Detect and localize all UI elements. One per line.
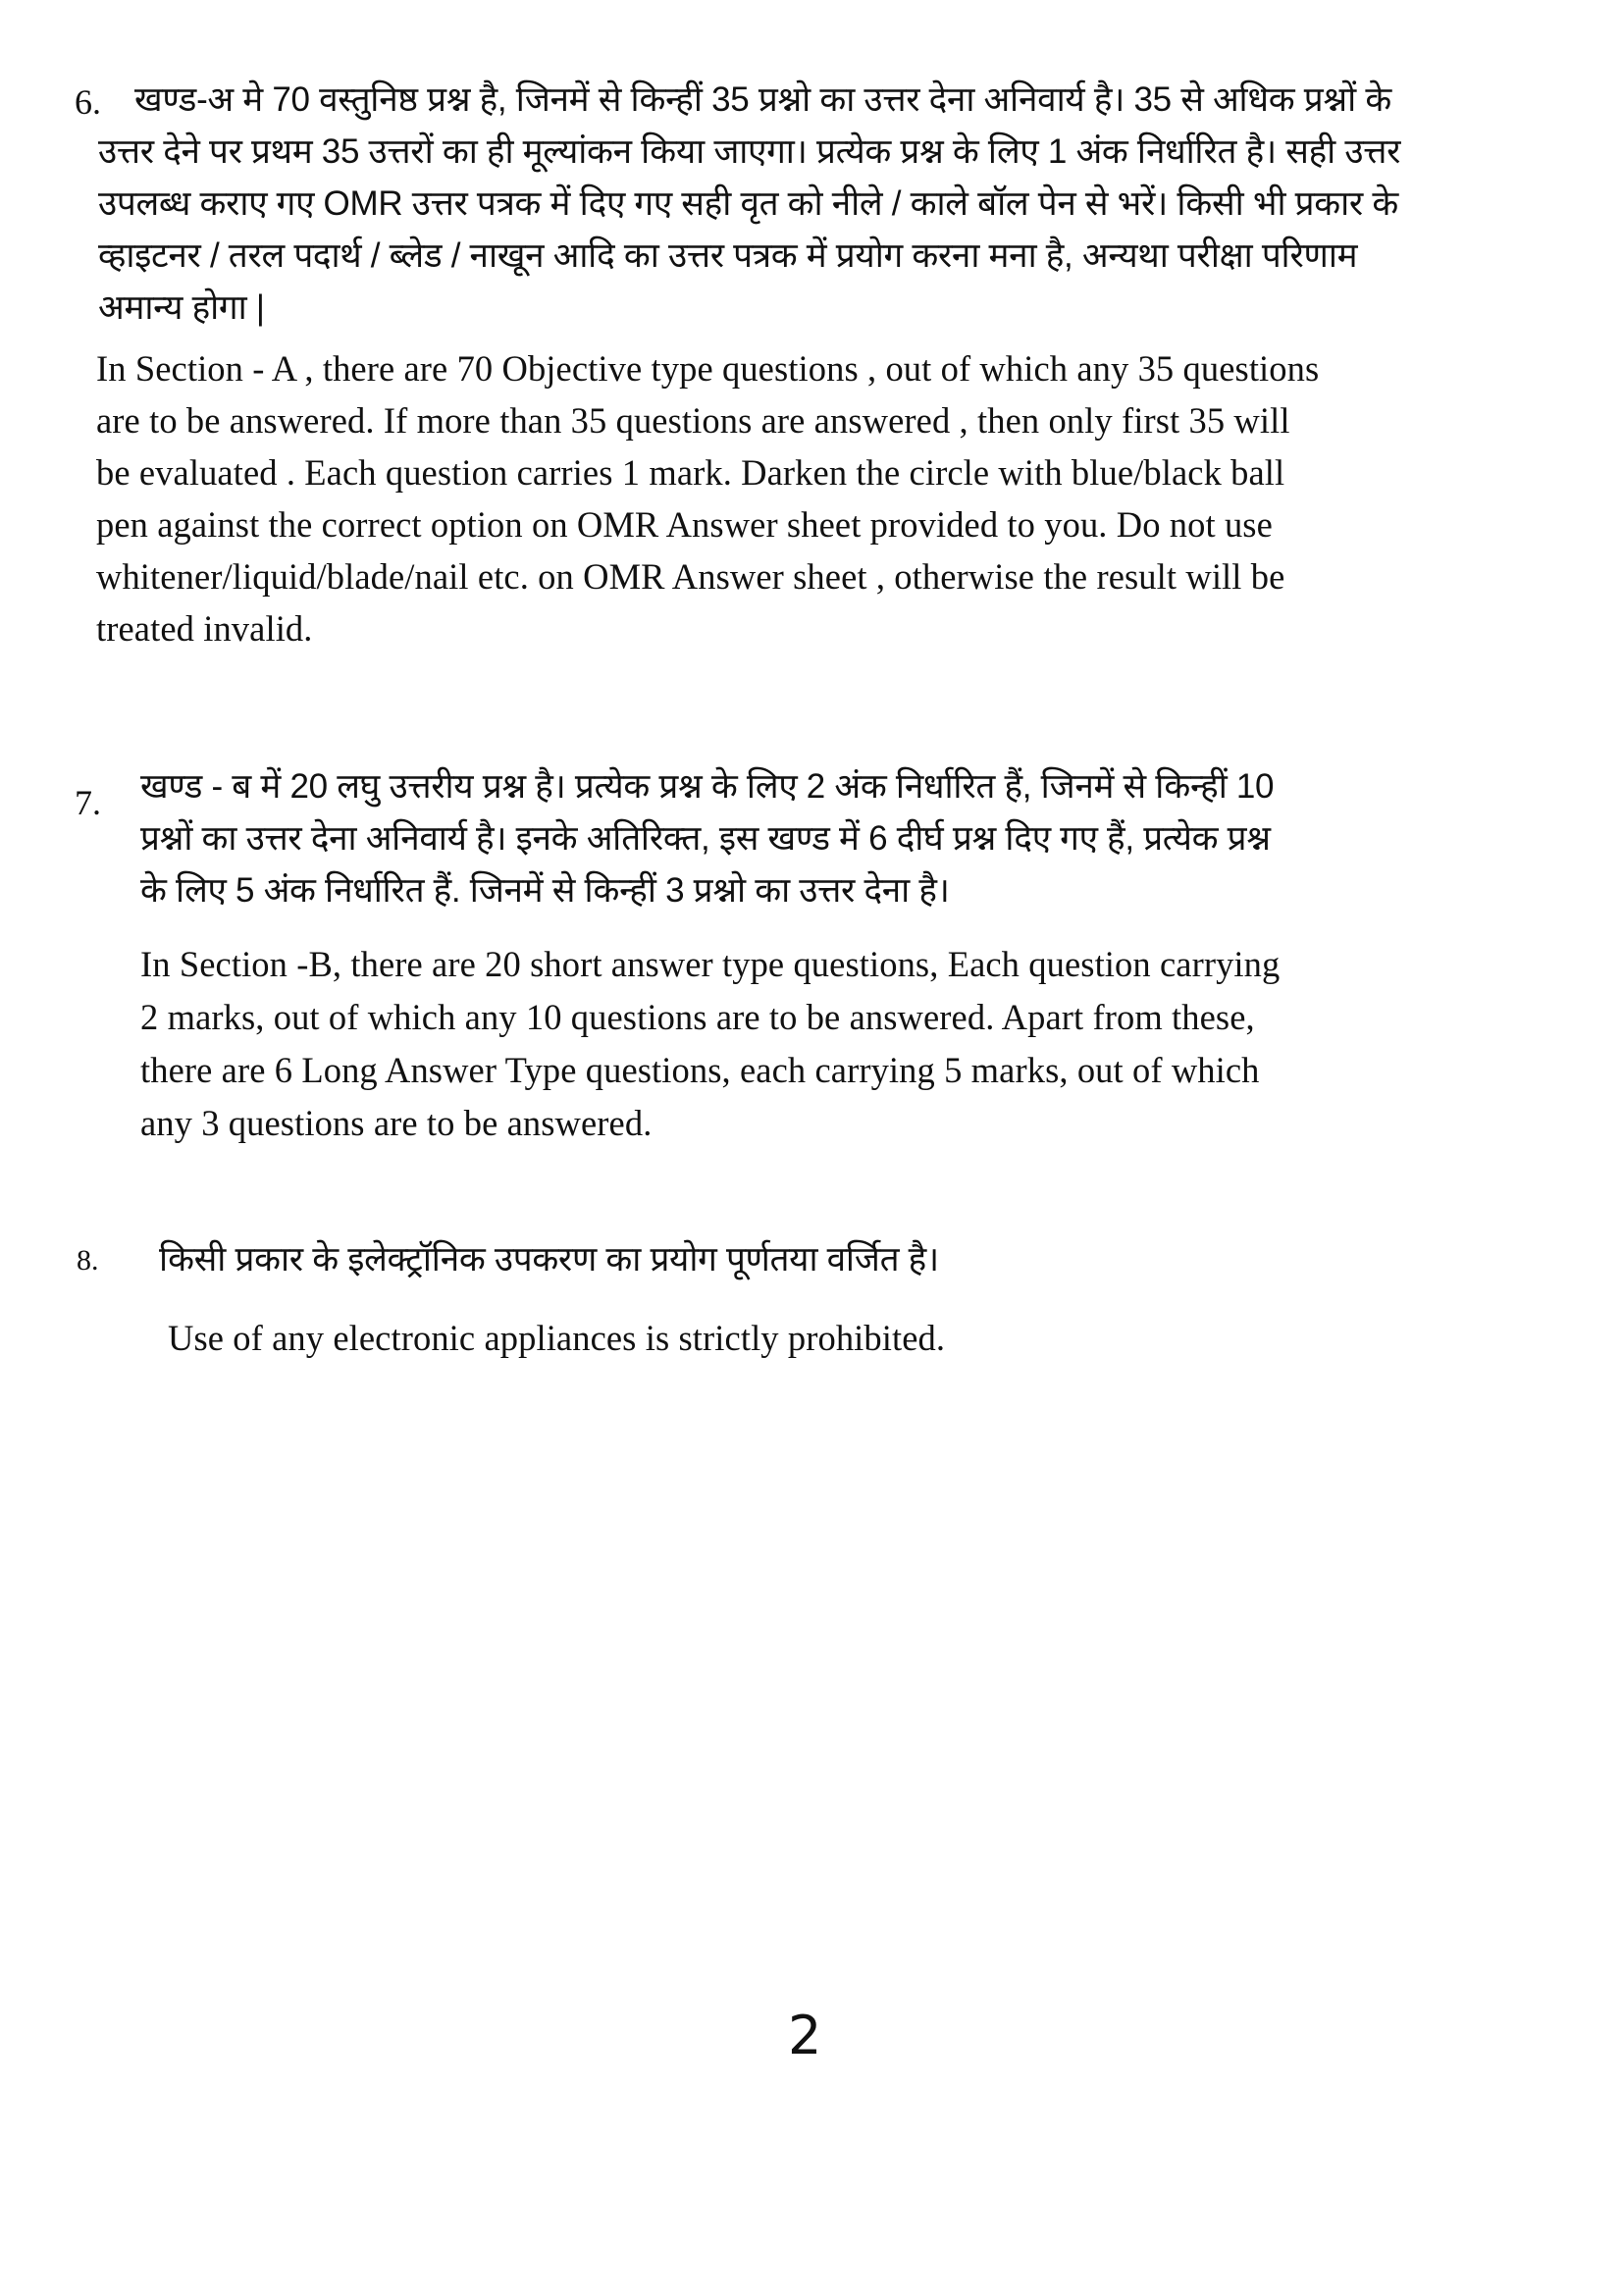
hindi-text-line: खण्ड-अ मे 70 वस्तुनिष्ठ प्रश्न है, जिनमें से किन्हीं 35 प्रश्नो का उत्तर देना अनिवार्य है। 35 से अधिक प्रश्नों के [134,80,1391,119]
hindi-text-line: अमान्य होगा | [98,288,265,327]
page-number: 2 [788,2005,822,2066]
english-text-line: there are 6 Long Answer Type questions, each carrying 5 marks, out of which [140,1050,1260,1090]
english-text-line: 2 marks, out of which any 10 questions are to be answered. Apart from these, [140,997,1255,1037]
hindi-text-line: व्हाइटनर / तरल पदार्थ / ब्लेड / नाखून आदि का उत्तर पत्रक में प्रयोग करना मना है, अन्यथा परीक्षा परिणाम [98,236,1358,275]
english-text-line: treated invalid. [96,608,313,649]
hindi-text-line: उत्तर देने पर प्रथम 35 उत्तरों का ही मूल्यांकन किया जाएगा। प्रत्येक प्रश्न के लिए 1 अंक निर्धारित है। सही उत्तर [98,132,1401,171]
hindi-text-line: उपलब्ध कराए गए OMR उत्तर पत्रक में दिए गए सही वृत को नीले / काले बॉल पेन से भरें। किसी भी प्रकार के [98,184,1398,223]
english-text-line: any 3 questions are to be answered. [140,1103,653,1143]
hindi-text-line: प्रश्नों का उत्तर देना अनिवार्य है। इनके अतिरिक्त, इस खण्ड में 6 दीर्घ प्रश्न दिए गए हैं, प्रत्येक प्रश्न [140,819,1271,858]
english-text-line: are to be answered. If more than 35 questions are answered , then only first 35 will [96,400,1290,441]
english-text-line: In Section -B, there are 20 short answer type questions, Each question carrying [140,944,1281,984]
item-number: 8. [77,1244,99,1277]
hindi-text-line: खण्ड - ब में 20 लघु उत्तरीय प्रश्न है। प्रत्येक प्रश्न के लिए 2 अंक निर्धारित हैं, जिनमें से किन्हीं 10 [140,767,1275,806]
english-text-line: Use of any electronic appliances is strictly prohibited. [168,1318,946,1358]
item-number: 6. [75,82,101,122]
hindi-text-line: किसी प्रकार के इलेक्ट्रॉनिक उपकरण का प्रयोग पूर्णतया वर्जित है। [159,1240,939,1278]
english-text-line: whitener/liquid/blade/nail etc. on OMR Answer sheet , otherwise the result will be [96,556,1285,597]
english-text-line: be evaluated . Each question carries 1 mark. Darken the circle with blue/black ball [96,452,1285,493]
item-number: 7. [75,783,101,822]
english-text-line: In Section - A , there are 70 Objective type questions , out of which any 35 questions [96,348,1320,389]
english-text-line: pen against the correct option on OMR Answer sheet provided to you. Do not use [96,504,1273,545]
hindi-text-line: के लिए 5 अंक निर्धारित हैं. जिनमें से किन्हीं 3 प्रश्नो का उत्तर देना है। [140,871,950,910]
